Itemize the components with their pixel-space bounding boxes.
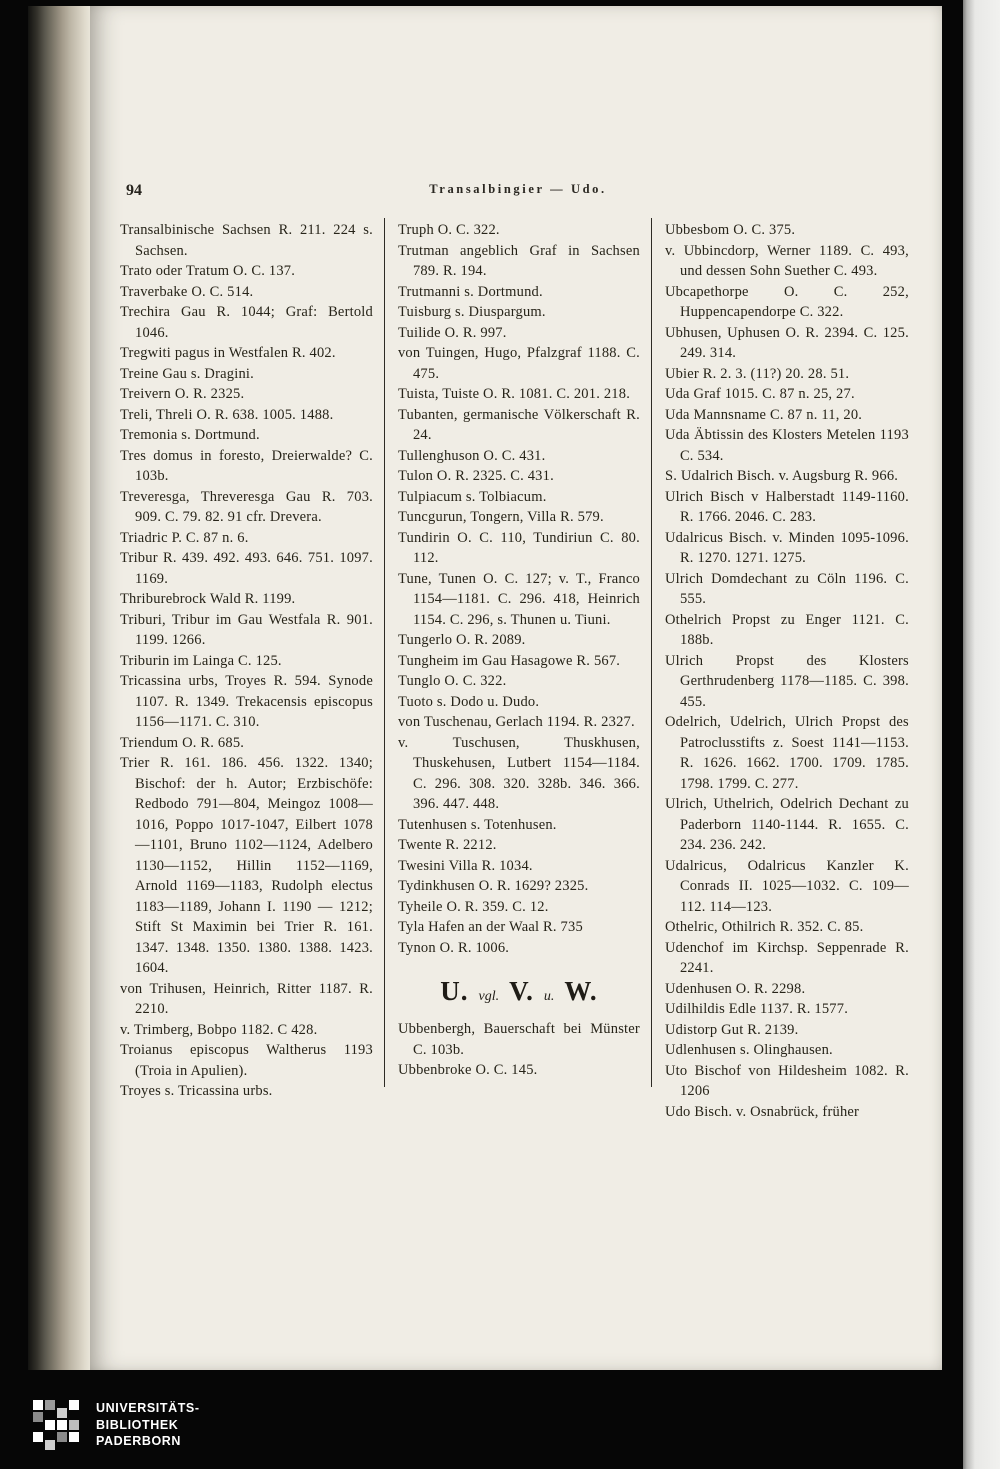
index-entry: Tunglo O. C. 322. [397,673,507,689]
index-entry: Tuisburg s. Diuspargum. [397,304,546,320]
index-entry: Thriburebrock Wald R. 1199. [120,591,296,607]
index-entry: Trechira Gau R. 1044; Graf: Bertold 1046. [120,304,373,341]
index-entry: Tungerlo O. R. 2089. [397,632,526,648]
index-entry: Troyes s. Tricassina urbs. [120,1083,273,1099]
column-3 [652,218,920,1128]
index-entry: Tydinkhusen O. R. 1629? 2325. [397,878,589,894]
index-entry: Othelrich Propst zu Enger 1121. C. 188b. [664,611,909,648]
index-entry: Udenhusen O. R. 2298. [664,980,806,997]
column-3-entries [665,220,909,1122]
index-entry: Troianus episcopus Waltherus 1193 (Troia in Apulien). [120,1042,373,1079]
index-entry: Trier R. 161. 186. 456. 1322. 1340; Bischof: der h. Autor; Erzbischöfe: Redbodo 791—804, Meingoz 1008—1016, Poppo 1017-1047, Eilbert 1078—1101, Bruno 1102—1124, Adelbero 1130—1152, Hillin 1152—1169, Arnold 1169—1183, Rudolph electus 1183—1189, Johann I. 1190 — 1212; Stift St Maximin bei Trier R. 161. 1347. 1348. 1350. 1380. 1388. 1423. 1604. [120,755,373,976]
index-entry: Treivern O. R. 2325. [120,386,245,402]
index-entry: Udlenhusen s. Olinghausen. [664,1042,833,1058]
index-entry: von Tuingen, Hugo, Pfalzgraf 1188. C. 475. [397,345,640,382]
index-entry: Ubbesbom O. C. 375. [664,222,796,238]
index-entry: Udilhildis Edle 1137. R. 1577. [664,1001,849,1017]
index-entry: Twesini Villa R. 1034. [397,857,533,874]
index-entry: Uto Bischof von Hildesheim 1082. R. 1206 [664,1062,909,1099]
index-entry: Udenchof im Kirchsp. Seppenrade R. 2241. [664,939,909,976]
index-entry: Tuoto s. Dodo u. Dudo. [397,693,540,710]
index-entry: Triburin im Lainga C. 125. [120,652,282,669]
index-entry: Tuilide O. R. 997. [397,324,507,341]
heading-letter-v: V. [509,976,534,1006]
index-entry: Ulrich Bisch v Halberstadt 1149-1160. R. 1766. 2046. C. 283. [664,488,909,525]
library-name-line1: UNIVERSITÄTS- [96,1401,200,1416]
index-entry: Trutman angeblich Graf in Sachsen 789. R. 194. [397,242,640,279]
index-entry: Tyla Hafen an der Waal R. 735 [397,919,583,935]
heading-letter-u: U. [440,976,469,1006]
index-entry: Ubcapethorpe O. C. 252, Huppencapendorpe C. 322. [664,283,909,320]
index-entry: Tremonia s. Dortmund. [120,427,260,443]
page-stack-edges [28,6,90,1370]
index-entry: Triendum O. R. 685. [120,734,245,751]
index-entry: Udo Bisch. v. Osnabrück, früher [664,1103,860,1120]
index-entry: Treveresga, Threveresga Gau R. 703. 909. C. 79. 82. 91 cfr. Drevera. [120,488,373,525]
index-entry: Trutmanni s. Dortmund. [397,283,543,300]
index-entry: Tungheim im Gau Hasagowe R. 567. [397,652,621,669]
column-1 [116,218,384,1108]
index-entry: Uda Äbtissin des Klosters Metelen 1193 C. 534. [664,427,909,464]
library-name [96,1400,200,1450]
page-header [120,182,916,204]
index-entry: Tulpiacum s. Tolbiacum. [397,488,547,505]
index-entry: Tubanten, germanische Völkerschaft R. 24. [397,406,640,443]
index-entry: Triadric P. C. 87 n. 6. [120,529,249,546]
index-entry: S. Udalrich Bisch. v. Augsburg R. 966. [664,468,899,484]
index-entry: Transalbinische Sachsen R. 211. 224 s. Sachsen. [120,222,373,259]
heading-vgl: vgl. [478,989,500,1004]
column-2-entries-before [398,220,640,958]
index-entry: Triburi, Tribur im Gau Westfala R. 901. 1199. 1266. [120,611,373,648]
library-logo-block [30,1397,200,1453]
column-1-entries [120,220,373,1102]
index-entry: Udalricus Bisch. v. Minden 1095-1096. R. 1270. 1271. 1275. [664,529,909,566]
index-entry: Twente R. 2212. [397,837,497,853]
index-entry: Ubbenbroke O. C. 145. [397,1062,538,1078]
index-entry: Treine Gau s. Dragini. [120,365,254,382]
index-entry: Trato oder Tratum O. C. 137. [120,263,296,279]
page-number: 94 [126,182,142,199]
index-entry: v. Trimberg, Bobpo 1182. C 428. [120,1021,318,1038]
column-2-entries-after [398,1019,640,1081]
index-entry: Traverbake O. C. 514. [120,283,254,300]
library-name-line2: BIBLIOTHEK [96,1417,179,1432]
index-entry: Truph O. C. 322. [397,222,500,238]
index-entry: Uda Graf 1015. C. 87 n. 25, 27. [664,386,855,402]
index-entry: Tres domus in foresto, Dreierwalde? C. 103b. [120,447,373,484]
index-entry: Ubbenbergh, Bauerschaft bei Münster C. 103b. [397,1021,640,1058]
heading-und: u. [543,989,555,1004]
index-entry: Tuista, Tuiste O. R. 1081. C. 201. 218. [397,386,631,402]
index-entry: Tyheile O. R. 359. C. 12. [397,898,549,915]
index-entry: Udalricus, Odalricus Kanzler K. Conrads II. 1025—1032. C. 109—112. 114—123. [664,857,909,915]
index-entry: Ubhusen, Uphusen O. R. 2394. C. 125. 249. 314. [664,324,909,361]
index-entry: Ulrich Domdechant zu Cöln 1196. C. 555. [664,570,909,607]
index-entry: Tricassina urbs, Troyes R. 594. Synode 1107. R. 1349. Trekacensis episcopus 1156—1171. C. 310. [120,673,373,730]
index-entry: Ulrich, Uthelrich, Odelrich Dechant zu Paderborn 1140-1144. R. 1655. C. 234. 236. 242. [664,796,909,853]
index-entry: Tuncgurun, Tongern, Villa R. 579. [397,509,604,525]
index-columns [116,218,920,1128]
scanned-book-page [28,6,942,1370]
index-entry: Ulrich Propst des Klosters Gerthrudenberg 1178—1185. C. 398. 455. [664,652,909,710]
adjacent-page-edge [963,0,1000,1469]
index-entry: Tune, Tunen O. C. 127; v. T., Franco 1154—1181. C. 296. 418, Heinrich 1154. C. 296, s. Thunen u. Tiuni. [397,570,640,628]
library-name-line3: PADERBORN [96,1434,182,1449]
page [90,6,942,1370]
heading-letter-w: W. [564,976,598,1006]
index-entry: Tynon O. R. 1006. [397,939,510,956]
index-entry: von Tuschenau, Gerlach 1194. R. 2327. [397,714,635,730]
index-entry: Treli, Threli O. R. 638. 1005. 1488. [120,406,334,423]
column-2 [384,218,652,1087]
section-heading-u [398,976,640,1007]
index-entry: Othelric, Othilrich R. 352. C. 85. [664,919,864,935]
index-entry: von Trihusen, Heinrich, Ritter 1187. R. 2210. [120,980,373,1017]
ub-paderborn-logo-icon [30,1397,86,1453]
index-entry: Tutenhusen s. Totenhusen. [397,816,557,833]
index-entry: Ubier R. 2. 3. (11?) 20. 28. 51. [664,365,850,382]
index-entry: v. Ubbincdorp, Werner 1189. C. 493, und dessen Sohn Suether C. 493. [664,242,909,279]
index-entry: Tribur R. 439. 492. 493. 646. 751. 1097. 1169. [120,550,373,587]
index-entry: Tulon O. R. 2325. C. 431. [397,468,554,484]
index-entry: Uda Mannsname C. 87 n. 11, 20. [664,406,863,423]
index-entry: Odelrich, Udelrich, Ulrich Propst des Patroclusstifts z. Soest 1141—1153. R. 1626. 1662. 1700. 1709. 1785. 1798. 1799. C. 277. [664,714,909,792]
index-entry: Udistorp Gut R. 2139. [664,1021,799,1038]
index-entry: Tundirin O. C. 110, Tundiriun C. 80. 112. [397,529,640,566]
running-header: Transalbingier — Udo. [429,182,607,196]
index-entry: v. Tuschusen, Thuskhusen, Thuskehusen, Lutbert 1154—1184. C. 296. 308. 320. 328b. 346. 366. 396. 447. 448. [397,734,640,812]
index-entry: Tregwiti pagus in Westfalen R. 402. [120,345,336,361]
index-entry: Tullenghuson O. C. 431. [397,447,546,464]
